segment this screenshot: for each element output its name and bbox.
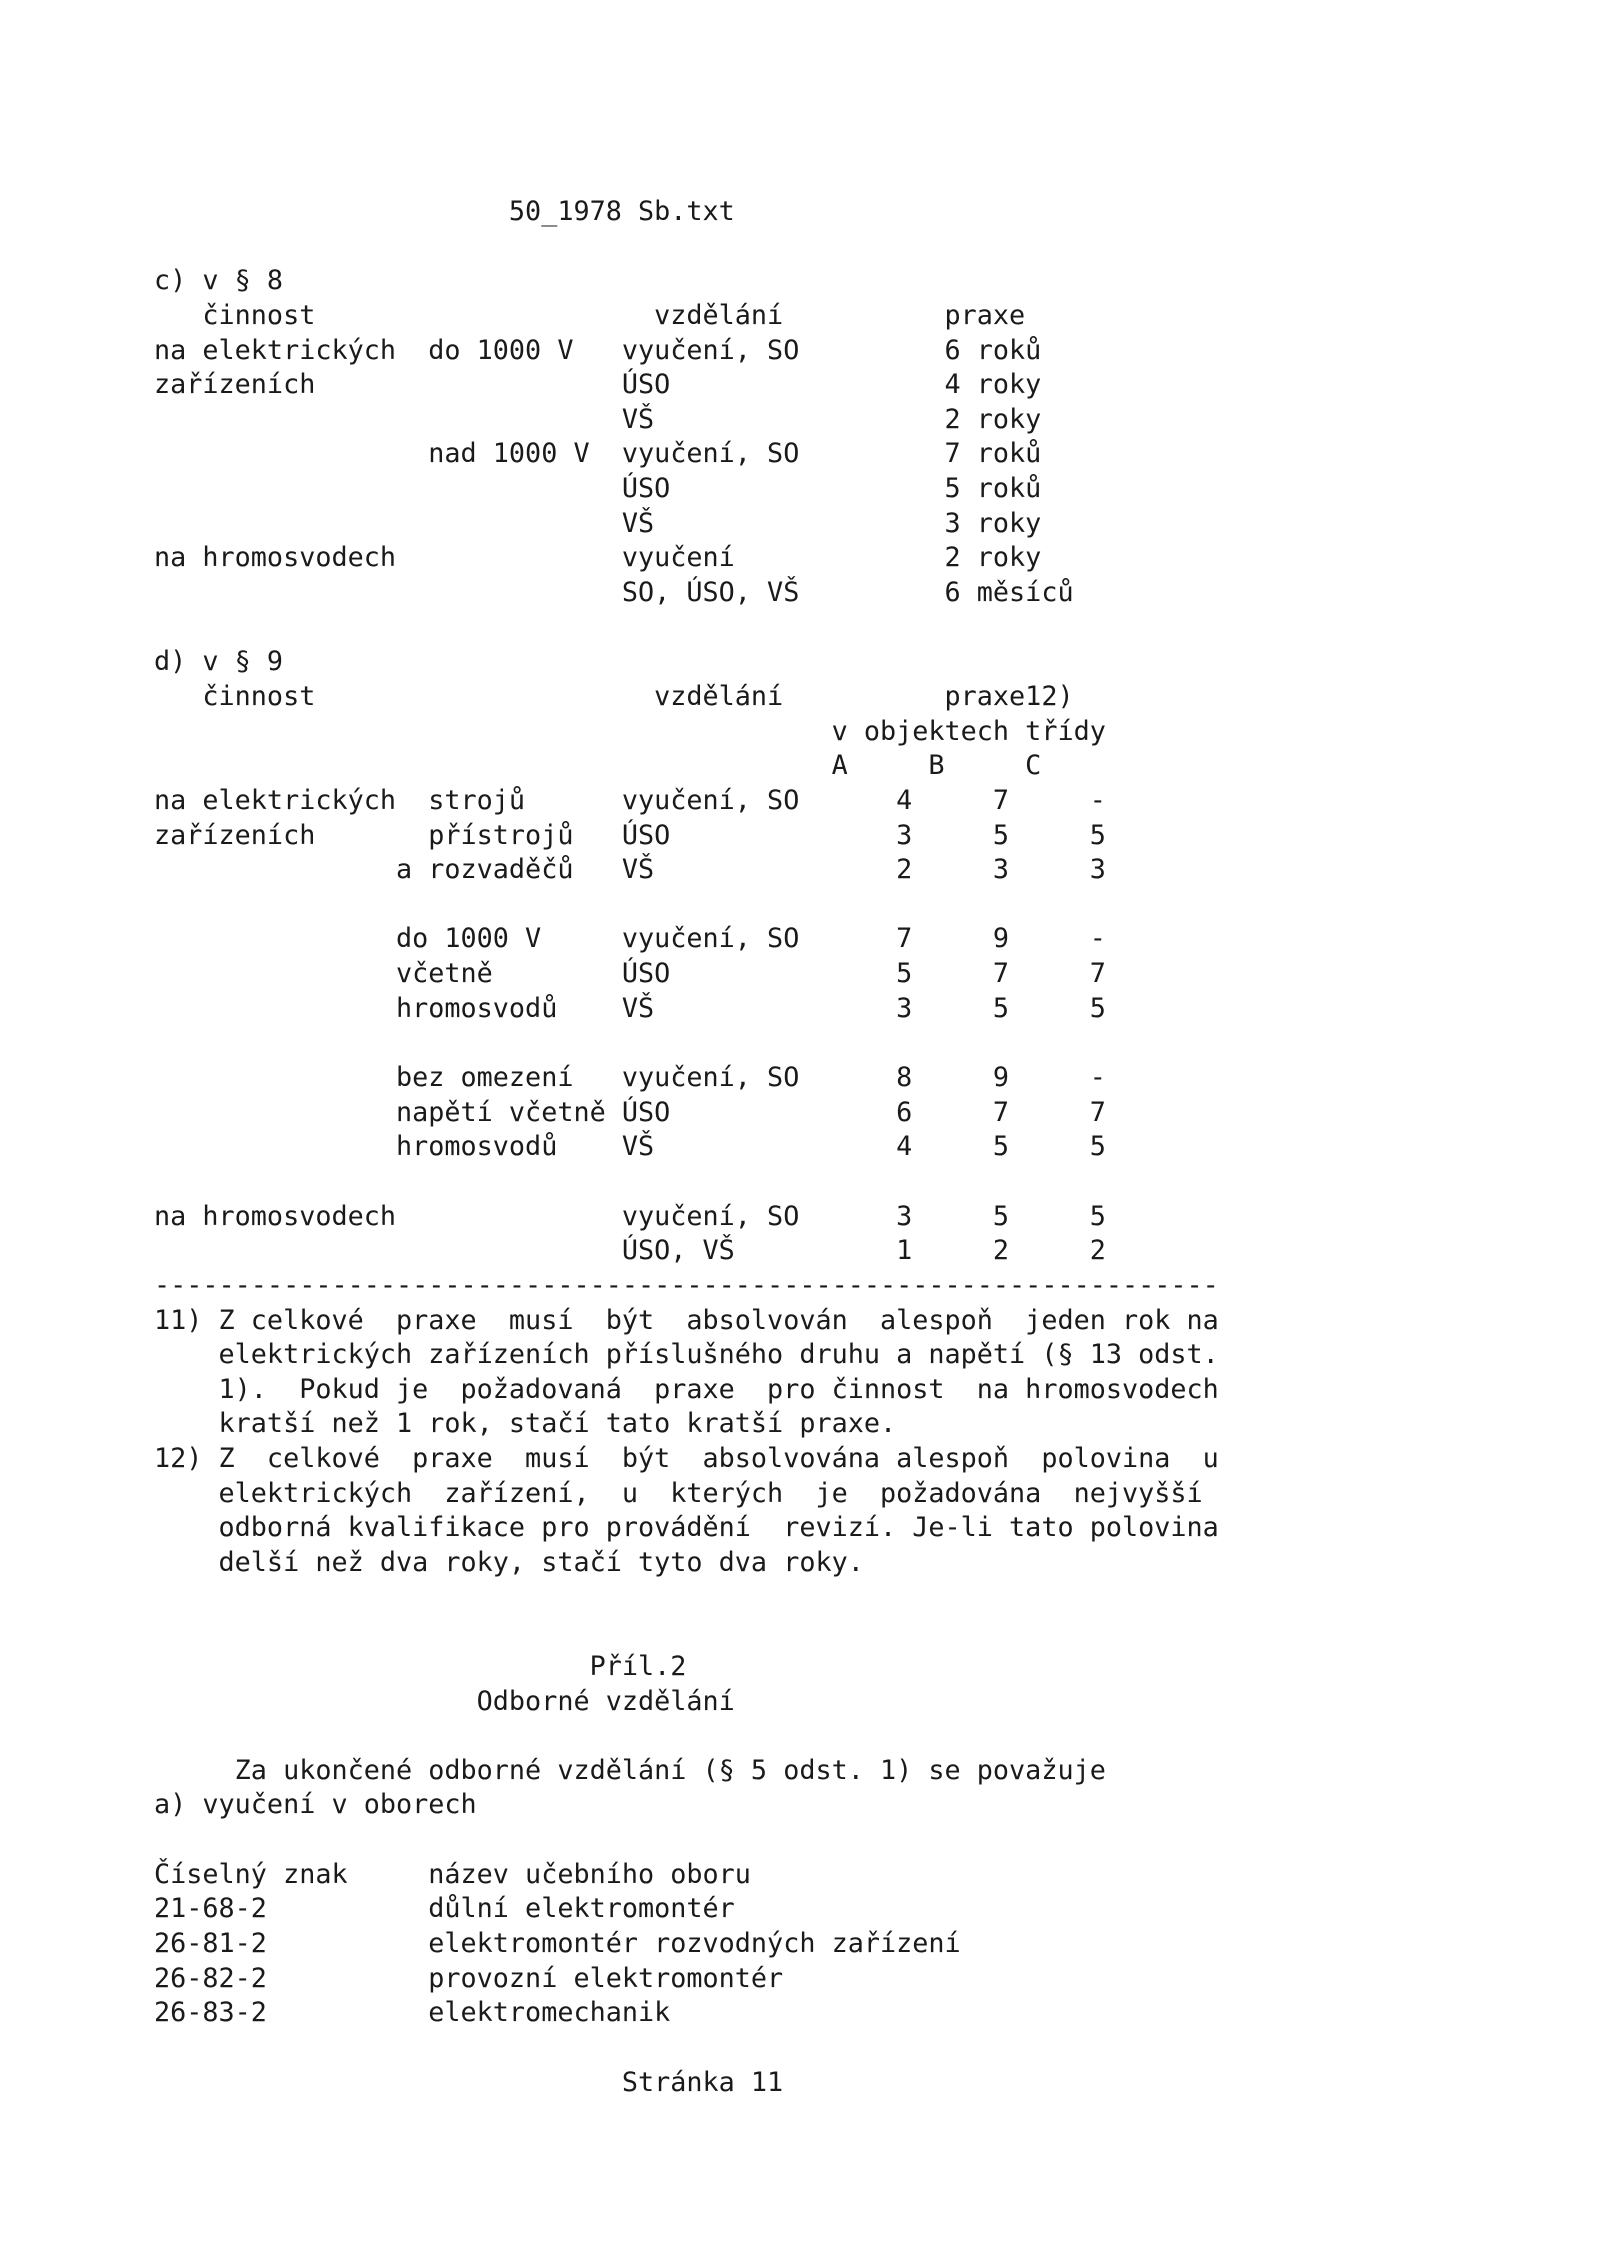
text-line: Za ukončené odborné vzdělání (§ 5 odst. 1) se považuje xyxy=(154,1754,1106,1786)
text-line: 26-82-2 provozní elektromontér xyxy=(154,1962,784,1994)
text-line xyxy=(154,230,1219,265)
text-line: do 1000 V vyučení, SO 7 9 - xyxy=(154,923,1106,955)
text-line: bez omezení vyučení, SO 8 9 - xyxy=(154,1062,1106,1094)
text-line: 11) Z celkové praxe musí být absolvován alespoň jeden rok na xyxy=(154,1304,1219,1336)
text-line: napětí včetně ÚSO 6 7 7 xyxy=(154,1096,1106,1128)
text-line: 26-83-2 elektromechanik xyxy=(154,1997,671,2029)
text-line: a) vyučení v oborech xyxy=(154,1789,477,1821)
text-line: elektrických zařízení, u kterých je požadována nejvyšší xyxy=(154,1477,1203,1509)
text-line: Číselný znak název učebního oboru xyxy=(154,1858,751,1890)
text-line: ÚSO 5 roků xyxy=(154,473,1042,505)
text-line: d) v § 9 xyxy=(154,646,284,678)
text-line: zařízeních přístrojů ÚSO 3 5 5 xyxy=(154,819,1106,851)
text-line: hromosvodů VŠ 3 5 5 xyxy=(154,992,1106,1024)
text-line: na elektrických strojů vyučení, SO 4 7 - xyxy=(154,784,1106,816)
text-line: c) v § 8 xyxy=(154,265,284,297)
text-line xyxy=(154,2031,1219,2066)
text-line xyxy=(154,1823,1219,1858)
text-line xyxy=(154,1581,1219,1616)
text-line: A B C xyxy=(154,750,1042,782)
text-line: 1). Pokud je požadovaná praxe pro činnost na hromosvodech xyxy=(154,1373,1219,1405)
text-line: 12) Z celkové praxe musí být absolvována alespoň polovina u xyxy=(154,1443,1219,1475)
text-line: VŠ 2 roky xyxy=(154,403,1042,435)
text-line: na elektrických do 1000 V vyučení, SO 6 roků xyxy=(154,334,1042,366)
text-line: kratší než 1 rok, stačí tato kratší praxe. xyxy=(154,1408,897,1440)
text-line xyxy=(154,1026,1219,1061)
text-line: Odborné vzdělání xyxy=(154,1685,735,1717)
text-line: zařízeních ÚSO 4 roky xyxy=(154,369,1042,401)
text-line: odborná kvalifikace pro provádění revizí. Je-li tato polovina xyxy=(154,1512,1219,1544)
text-line xyxy=(154,888,1219,923)
text-line: hromosvodů VŠ 4 5 5 xyxy=(154,1131,1106,1163)
text-line xyxy=(154,1165,1219,1200)
text-line: činnost vzdělání praxe12) xyxy=(154,680,1074,712)
text-line: SO, ÚSO, VŠ 6 měsíců xyxy=(154,577,1074,609)
text-line: VŠ 3 roky xyxy=(154,507,1042,539)
text-line: na hromosvodech vyučení 2 roky xyxy=(154,542,1042,574)
text-line: delší než dva roky, stačí tyto dva roky. xyxy=(154,1546,864,1578)
text-line: 21-68-2 důlní elektromontér xyxy=(154,1893,735,1925)
text-line xyxy=(154,1615,1219,1650)
text-line xyxy=(154,611,1219,646)
text-line: v objektech třídy xyxy=(154,715,1106,747)
text-line: včetně ÚSO 5 7 7 xyxy=(154,958,1106,990)
document-text xyxy=(154,195,1219,2100)
text-line: činnost vzdělání praxe xyxy=(154,299,1026,331)
text-line: nad 1000 V vyučení, SO 7 roků xyxy=(154,438,1042,470)
text-line: ------------------------------------------------------------------ xyxy=(154,1269,1219,1301)
text-line: a rozvaděčů VŠ 2 3 3 xyxy=(154,854,1106,886)
text-line: 50_1978 Sb.txt xyxy=(154,196,735,227)
text-line: ÚSO, VŠ 1 2 2 xyxy=(154,1235,1106,1267)
text-line: 26-81-2 elektromontér rozvodných zařízení xyxy=(154,1928,961,1960)
text-line: Příl.2 xyxy=(154,1650,687,1682)
text-line xyxy=(154,1719,1219,1754)
text-line: Stránka 11 xyxy=(154,2066,784,2098)
text-line: elektrických zařízeních příslušného druhu a napětí (§ 13 odst. xyxy=(154,1339,1219,1371)
text-line: na hromosvodech vyučení, SO 3 5 5 xyxy=(154,1200,1106,1232)
